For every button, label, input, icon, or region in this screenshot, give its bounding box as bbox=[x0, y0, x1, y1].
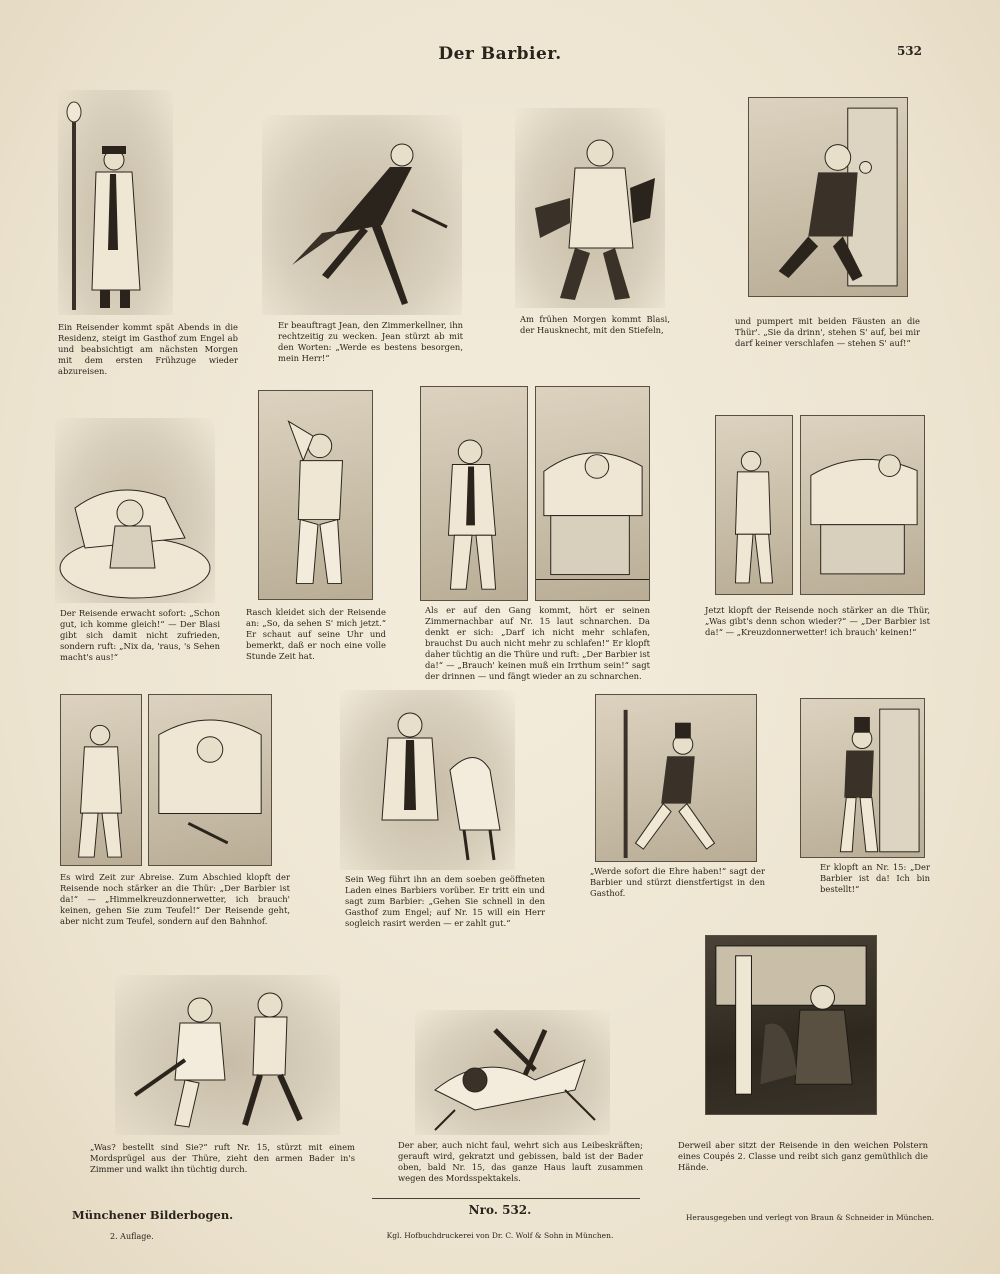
illustration-10-barber-shop bbox=[340, 690, 515, 870]
train-coupe-drawing bbox=[706, 936, 876, 1114]
page-title: Der Barbier. bbox=[438, 44, 562, 64]
illustration-9b-angry-neighbour bbox=[148, 694, 272, 866]
caption-15: Derweil aber sitzt der Reisende in den weichen Polstern eines Coupés 2. Classe und reibt sich ganz gemüthlich die Hände. bbox=[678, 1140, 928, 1172]
caption-12: Er klopft an Nr. 15: „Der Barbier ist da! Ich bin bestellt!“ bbox=[820, 862, 930, 894]
illustration-4-knocking-door bbox=[748, 97, 908, 297]
caption-8: Jetzt klopft der Reisende noch stärker an die Thür, „Was gibt's denn schon wieder?“ — „Der Barbier ist da!“ — „Kreuzdonnerwetter! ich brauch' keinen!“ bbox=[705, 605, 930, 637]
corridor-figure-drawing bbox=[421, 387, 527, 600]
illustration-5-traveller-wakes bbox=[55, 418, 215, 603]
caption-13: „Was? bestellt sind Sie?“ ruft Nr. 15, stürzt mit einem Mordsprügel aus der Thüre, zieht den armen Bader in's Zimmer und walkt ihn tüchtig durch. bbox=[90, 1142, 355, 1174]
fight-scene-drawing bbox=[415, 1010, 610, 1135]
angry-neighbour-drawing bbox=[149, 695, 271, 865]
bed-figure-drawing bbox=[55, 418, 215, 603]
series-title: Münchener Bilderbogen. bbox=[72, 1208, 234, 1222]
caption-1: Ein Reisender kommt spät Abends in die Residenz, steigt im Gasthof zum Engel ab und beabsichtigt am nächsten Morgen mit dem ersten Frühzuge wieder abzureisen. bbox=[58, 322, 238, 376]
illustration-8a-knocking-harder bbox=[715, 415, 793, 595]
caption-11: „Werde sofort die Ehre haben!“ sagt der Barbier und stürzt dienstfertigst in den Gasthof. bbox=[590, 866, 765, 898]
hausknecht-figure-drawing bbox=[515, 108, 665, 308]
sleeping-neighbour-drawing bbox=[536, 387, 649, 600]
caption-5: Der Reisende erwacht sofort: „Schon gut, ich komme gleich!“ — Der Blasi gibt sich damit nicht zufrieden, sondern ruft: „Nix da, 'raus, 's Sehen macht's aus!“ bbox=[60, 608, 220, 662]
farewell-knock-drawing bbox=[61, 695, 141, 865]
caption-2: Er beauftragt Jean, den Zimmerkellner, ihn rechtzeitig zu wecken. Jean stürzt ab mit den Worten: „Werde es bestens besorgen, mein Herr!“ bbox=[278, 320, 463, 363]
illustration-7a-corridor bbox=[420, 386, 528, 601]
caption-4: und pumpert mit beiden Fäusten an die Thür'. „Sie da drinn', stehen S' auf, bei mir darf keiner verschlafen — stehen S' auf!“ bbox=[735, 316, 920, 348]
caption-14: Der aber, auch nicht faul, wehrt sich aus Leibeskräften; gerauft wird, gekratzt und gebissen, bald ist der Bader oben, bald Nr. 15, das ganze Haus lauft zusammen wegen des Mordsspektakels. bbox=[398, 1140, 643, 1183]
knocking-harder-drawing bbox=[716, 416, 792, 594]
caption-6: Rasch kleidet sich der Reisende an: „So, da sehen S' mich jetzt.“ Er schaut auf seine Uhr und bemerkt, daß er noch eine volle Stunde Zeit hat. bbox=[246, 607, 386, 661]
illustration-7b-neighbour-sleeping bbox=[535, 386, 650, 601]
printer-credit: Kgl. Hofbuchdruckerei von Dr. C. Wolf & Sohn in München. bbox=[386, 1231, 614, 1240]
illustration-13-beating bbox=[115, 975, 340, 1135]
illustration-6-dressing bbox=[258, 390, 373, 600]
knocking-figure-drawing bbox=[749, 98, 907, 296]
barber-at-door-drawing bbox=[801, 699, 924, 857]
caption-7: Als er auf den Gang kommt, hört er seinen Zimmernachbar auf Nr. 15 laut schnarchen. Da denkt er sich: „Darf ich nicht mehr schlafen, brauchst Du auch nicht mehr zu schlafen!“ Er klopft daher tüchtig an die Thüre und ruft: „Der Barbier ist da!“ — „Brauch' keinen muß ein Irrthum sein!“ sagt der drinnen — und fängt wieder an zu schnarchen. bbox=[425, 605, 650, 681]
waiter-figure-drawing bbox=[262, 115, 462, 315]
caption-3: Am frühen Morgen kommt Blasi, der Hausknecht, mit den Stiefeln, bbox=[520, 314, 670, 335]
page-number: 532 bbox=[896, 44, 922, 58]
neighbour-bed-drawing bbox=[801, 416, 924, 594]
publisher-credit: Herausgegeben und verlegt von Braun & Schneider in München. bbox=[685, 1213, 934, 1222]
edition-note: 2. Auflage. bbox=[110, 1232, 154, 1241]
running-barber-drawing bbox=[596, 695, 756, 861]
illustration-15-train-coupe bbox=[705, 935, 877, 1115]
dressing-figure-drawing bbox=[259, 391, 372, 599]
illustration-1-traveller-arrives bbox=[58, 90, 173, 315]
illustration-9a-farewell-knock bbox=[60, 694, 142, 866]
traveller-figure-drawing bbox=[58, 90, 173, 315]
illustration-11-barber-running bbox=[595, 694, 757, 862]
barber-shop-drawing bbox=[340, 690, 515, 870]
caption-9: Es wird Zeit zur Abreise. Zum Abschied klopft der Reisende noch stärker an die Thür: „Der Barbier ist da!“ — „Himmelkreuzdonnerwetter, ich brauch' keinen, gehen Sie zum Teufel!“ Der Reisende geht, aber nicht zum Teufel, sondern auf den Bahnhof. bbox=[60, 872, 290, 926]
illustration-3-hausknecht-blasi bbox=[515, 108, 665, 308]
issue-number: Nro. 532. bbox=[468, 1203, 532, 1217]
illustration-2-waiter-jean bbox=[262, 115, 462, 315]
caption-10: Sein Weg führt ihn an dem soeben geöffneten Laden eines Barbiers vorüber. Er tritt ein und sagt zum Barbier: „Gehen Sie schnell in den Gasthof zum Engel; auf Nr. 15 will ein Herr sogleich rasirt werden — er zahlt gut.“ bbox=[345, 874, 545, 928]
illustration-8b-neighbour-in-bed bbox=[800, 415, 925, 595]
beating-scene-drawing bbox=[115, 975, 340, 1135]
illustration-14-fight bbox=[415, 1010, 610, 1135]
footer-divider bbox=[372, 1198, 640, 1199]
illustration-12-barber-at-door bbox=[800, 698, 925, 858]
